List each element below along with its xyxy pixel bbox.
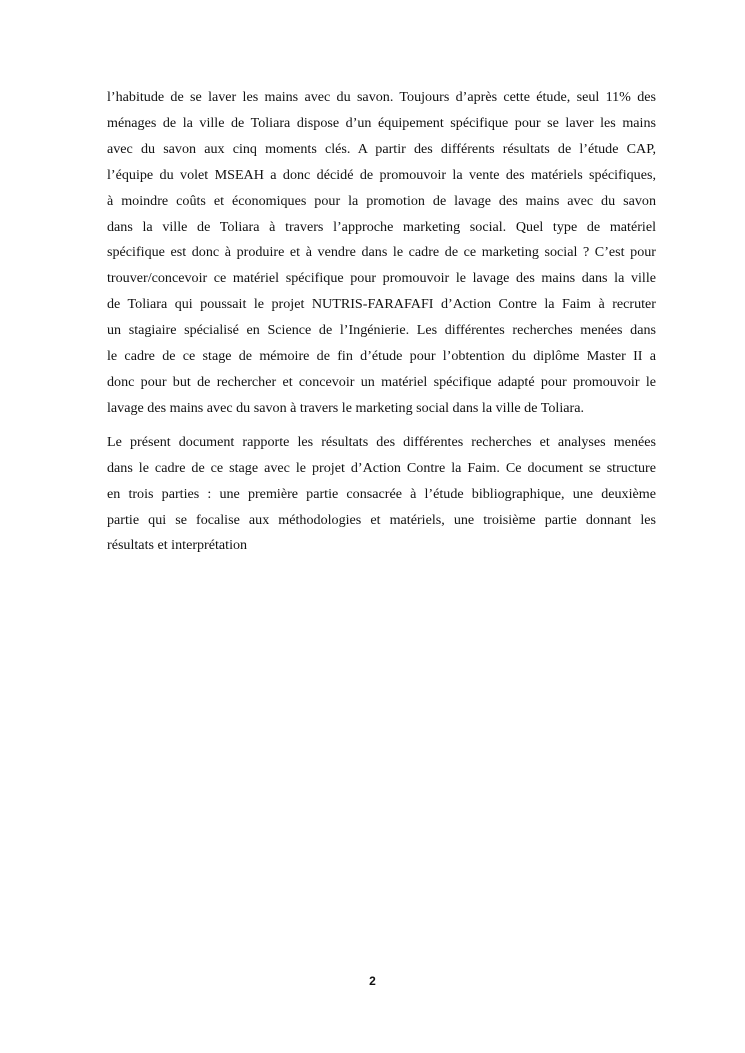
text-line: spécifique est donc à produire et à vendre dans le cadre de ce marketing social ? C’est pour <box>107 244 656 261</box>
text-line: un stagiaire spécialisé en Science de l’Ingénierie. Les différentes recherches menées dans <box>107 322 656 339</box>
text-line: en trois parties : une première partie consacrée à l’étude bibliographique, une deuxième <box>107 485 656 502</box>
text-line: dans le cadre de ce stage avec le projet d’Action Contre la Faim. Ce document se structure <box>107 459 656 476</box>
text-line: lavage des mains avec du savon à travers le marketing social dans la ville de Toliara. <box>107 399 584 416</box>
text-line: résultats et interprétation <box>107 537 248 554</box>
text-line: donc pour but de rechercher et concevoir un matériel spécifique adapté pour promouvoir le <box>107 373 656 390</box>
text-line: le cadre de ce stage de mémoire de fin d’étude pour l’obtention du diplôme Master II a <box>107 348 656 365</box>
text-line: de Toliara qui poussait le projet NUTRIS-FARAFAFI d’Action Contre la Faim à recruter <box>107 296 656 313</box>
text-line: ménages de la ville de Toliara dispose d’un équipement spécifique pour se laver les mains <box>107 114 656 131</box>
body-text <box>107 85 656 559</box>
text-line: l’habitude de se laver les mains avec du savon. Toujours d’après cette étude, seul 11% des <box>107 89 656 105</box>
paragraph-1 <box>107 85 656 422</box>
text-line: dans la ville de Toliara à travers l’approche marketing social. Quel type de matériel <box>107 218 656 235</box>
text-line: avec du savon aux cinq moments clés. A partir des différents résultats de l’étude CAP, <box>107 140 656 157</box>
page-number: 2 <box>369 974 376 988</box>
text-line: l’équipe du volet MSEAH a donc décidé de promouvoir la vente des matériels spécifiques, <box>107 166 656 183</box>
text-line: Le présent document rapporte les résultats des différentes recherches et analyses menées <box>107 433 656 450</box>
text-line: trouver/concevoir ce matériel spécifique pour promouvoir le lavage des mains dans la ville <box>107 270 656 287</box>
text-line: à moindre coûts et économiques pour la promotion de lavage des mains avec du savon <box>107 192 656 209</box>
paragraph-2 <box>107 430 656 560</box>
text-line: partie qui se focalise aux méthodologies et matériels, une troisième partie donnant les <box>107 511 656 528</box>
